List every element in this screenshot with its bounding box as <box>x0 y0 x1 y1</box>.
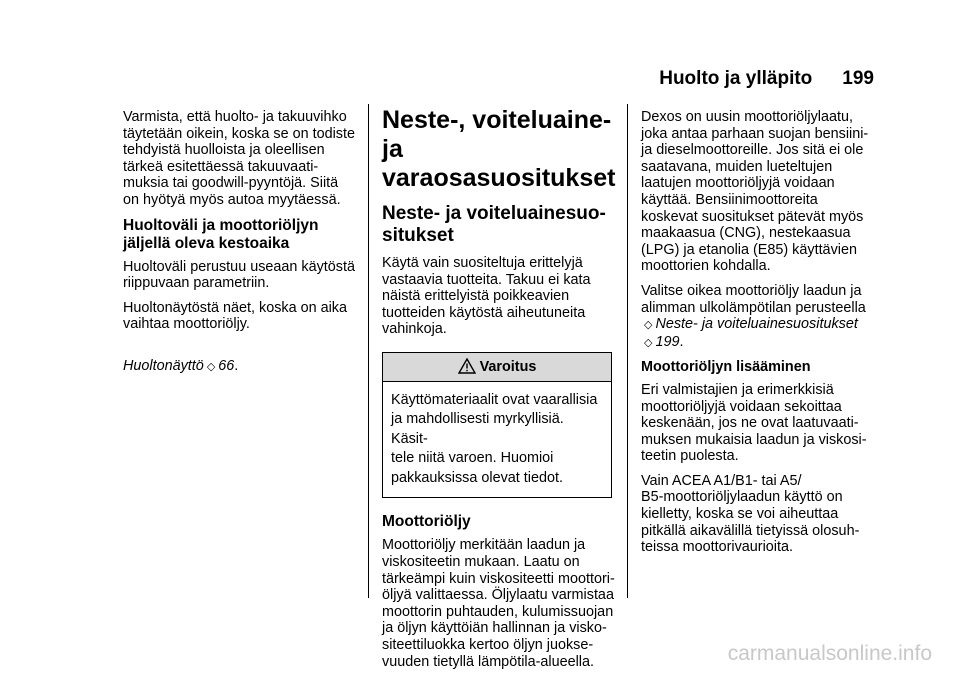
reference-text: Huoltonäyttö <box>123 357 204 374</box>
section-title: Huolto ja ylläpito <box>659 68 813 89</box>
reference-dot: . <box>234 357 239 374</box>
column-2 <box>382 106 620 678</box>
column-3 <box>641 109 876 564</box>
paragraph-text: Valitse oikea moottoriöljy laadun ja alimman ulkolämpötilan perusteella <box>641 282 866 316</box>
cross-reference[interactable] <box>123 341 358 375</box>
paragraph: Moottoriöljy merkitään laadun ja viskositeetin mukaan. Laatu on tärkeämpi kuin viskositeetti moottori- öljyä valittaessa. Öljylaatu varmistaa moottorin puhtauden, kulumissuojan ja öljyn käyttöiän hallinnan ja visko- siteettiluokka kertoo öljyn juokse- vuuden tietyllä lämpötila-alueella. <box>382 537 615 670</box>
page-ref-icon: ◇ <box>644 319 653 332</box>
reference-dot: . <box>679 333 684 350</box>
page-ref-icon: ◇ <box>644 336 653 349</box>
page-header <box>0 68 874 90</box>
paragraph-with-reference <box>641 283 876 351</box>
column-1 <box>123 109 358 383</box>
watermark <box>0 642 960 666</box>
reference-text[interactable]: Neste- ja voiteluainesuositukset <box>655 316 858 333</box>
paragraph: Käytä vain suositeltuja erittelyjä vastaavia tuotteita. Takuu ei kata näistä erittelyistä poikkeavien tuotteiden käytöstä aiheutuneita vahinkoja. <box>382 255 591 338</box>
subsection-heading: Neste- ja voiteluainesuo- situkset <box>382 203 606 246</box>
warning-triangle-icon <box>458 356 476 384</box>
column-divider <box>627 104 628 598</box>
paragraph: Eri valmistajien ja erimerkkisiä moottoriöljyjä voidaan sekoittaa keskenään, jos ne ovat laatuvaati- muksen mukaisia laadun ja viskosi- teetin puolesta. <box>641 381 867 465</box>
paragraph: Huoltoväli perustuu useaan käytöstä riippuvaan parametriin. <box>123 258 355 292</box>
reference-page: 66 <box>218 357 235 374</box>
paragraph: Vain ACEA A1/B1- tai A5/ B5-moottoriöljylaadun käyttö on kielletty, koska se voi aiheuttaa pitkällä aikavälillä tietyissä olosuh- teissa moottorivaurioita. <box>641 472 860 556</box>
warning-box <box>382 352 612 499</box>
watermark-text: carmanualsonline.info <box>727 642 932 665</box>
column-divider <box>368 104 369 598</box>
subheading-adding-oil: Moottoriöljyn lisääminen <box>641 359 811 376</box>
warning-header <box>383 353 611 382</box>
page-ref-icon: ◇ <box>206 360 216 373</box>
warning-title: Varoitus <box>479 358 537 375</box>
subheading-service-interval: Huoltoväli ja moottoriöljyn jäljellä oleva kestoaika <box>123 216 319 252</box>
reference-page[interactable]: 199 <box>655 333 680 350</box>
paragraph: Varmista, että huolto- ja takuuvihko täytetään oikein, koska se on todiste tehdyistä huolloista ja oleellisen tärkeä esitettäessä takuuvaati- muksia tai goodwill-pyyntöjä. Siitä on hyötyä myös autoa myytäessä. <box>123 109 355 208</box>
paragraph: Huoltonäytöstä näet, koska on aika vaihtaa moottoriöljy. <box>123 299 347 333</box>
warning-text: Käyttömateriaalit ovat vaarallisia ja mahdollisesti myrkyllisiä. Käsit- tele niitä varoen. Huomioi pakkauksissa olevat tiedot. <box>391 391 598 486</box>
section-heading: Neste-, voiteluaine- ja varaosasuositukset <box>382 106 616 192</box>
paragraph: Dexos on uusin moottoriöljylaatu, joka antaa parhaan suojan bensiini- ja dieselmoottoreille. Jos sitä ei ole saatavana, muiden lueteltujen laatujen moottoriöljyjä voidaan käyttää. Bensiinimoottoreita koskevat suositukset pätevät myös maakaasua (CNG), nestekaasua (LPG) ja etanolia (E85) käyttävien moottorien kohdalla. <box>641 109 869 275</box>
subheading-engine-oil: Moottoriöljy <box>382 513 471 531</box>
page-number: 199 <box>842 68 874 89</box>
